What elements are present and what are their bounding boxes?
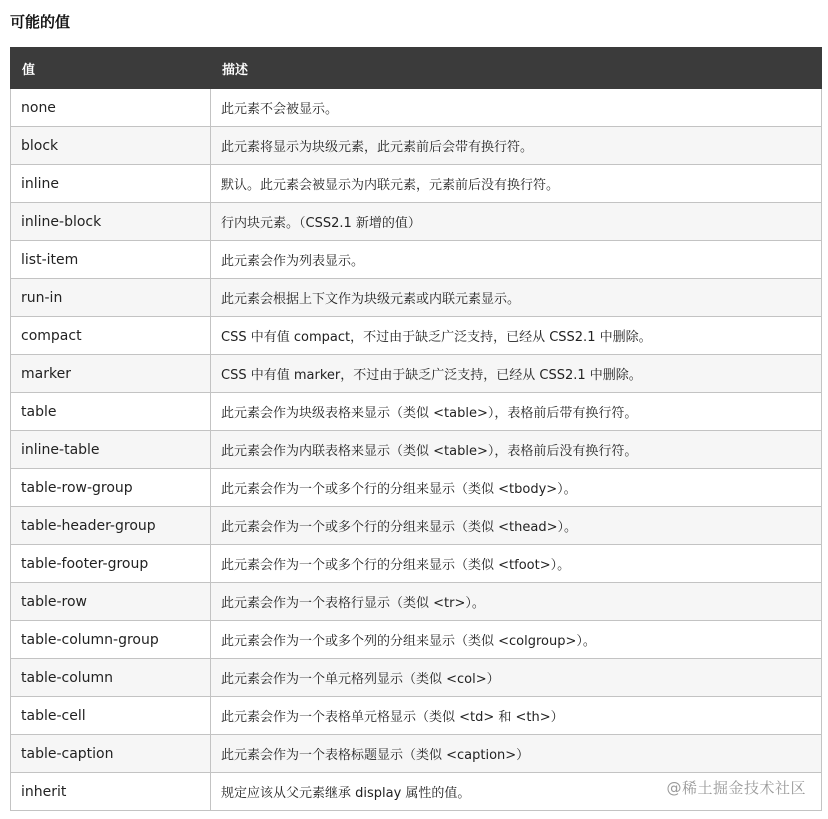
cell-description: 规定应该从父元素继承 display 属性的值。 bbox=[211, 773, 822, 811]
table-row bbox=[11, 621, 822, 659]
cell-value: inherit bbox=[11, 773, 211, 811]
watermark: @稀土掘金技术社区 bbox=[666, 779, 806, 797]
cell-value: inline bbox=[11, 165, 211, 203]
cell-description: 此元素会作为一个单元格列显示（类似 <col>） bbox=[211, 659, 822, 697]
cell-value: block bbox=[11, 127, 211, 165]
cell-description: CSS 中有值 compact，不过由于缺乏广泛支持，已经从 CSS2.1 中删除。 bbox=[211, 317, 822, 355]
cell-value: table-column bbox=[11, 659, 211, 697]
cell-value: table-cell bbox=[11, 697, 211, 735]
table-row bbox=[11, 355, 822, 393]
cell-description: CSS 中有值 marker，不过由于缺乏广泛支持，已经从 CSS2.1 中删除。 bbox=[211, 355, 822, 393]
display-values-table bbox=[10, 47, 822, 811]
column-header-description: 描述 bbox=[211, 48, 822, 89]
cell-value: inline-block bbox=[11, 203, 211, 241]
cell-value: run-in bbox=[11, 279, 211, 317]
table-row bbox=[11, 279, 822, 317]
table-row bbox=[11, 469, 822, 507]
section-title: 可能的值 bbox=[10, 13, 71, 31]
table-header-row bbox=[11, 48, 822, 89]
cell-value: table-caption bbox=[11, 735, 211, 773]
table-row bbox=[11, 697, 822, 735]
cell-description: 默认。此元素会被显示为内联元素，元素前后没有换行符。 bbox=[211, 165, 822, 203]
cell-description: 此元素会作为一个或多个行的分组来显示（类似 <thead>）。 bbox=[211, 507, 822, 545]
cell-value: none bbox=[11, 89, 211, 127]
cell-value: inline-table bbox=[11, 431, 211, 469]
table-row bbox=[11, 317, 822, 355]
cell-description: 此元素会根据上下文作为块级元素或内联元素显示。 bbox=[211, 279, 822, 317]
table-row bbox=[11, 89, 822, 127]
cell-description: 此元素将显示为块级元素，此元素前后会带有换行符。 bbox=[211, 127, 822, 165]
cell-description: 此元素会作为一个或多个列的分组来显示（类似 <colgroup>）。 bbox=[211, 621, 822, 659]
cell-description: 此元素会作为列表显示。 bbox=[211, 241, 822, 279]
table-row bbox=[11, 165, 822, 203]
cell-value: table-footer-group bbox=[11, 545, 211, 583]
table-row bbox=[11, 393, 822, 431]
table-row bbox=[11, 507, 822, 545]
cell-description: 此元素会作为一个或多个行的分组来显示（类似 <tbody>）。 bbox=[211, 469, 822, 507]
cell-value: table-row bbox=[11, 583, 211, 621]
cell-description: 此元素会作为一个或多个行的分组来显示（类似 <tfoot>）。 bbox=[211, 545, 822, 583]
cell-value: compact bbox=[11, 317, 211, 355]
table-row bbox=[11, 545, 822, 583]
cell-value: table bbox=[11, 393, 211, 431]
table-row bbox=[11, 735, 822, 773]
column-header-value: 值 bbox=[11, 48, 211, 89]
cell-description: 行内块元素。（CSS2.1 新增的值） bbox=[211, 203, 822, 241]
table-row bbox=[11, 241, 822, 279]
table-row bbox=[11, 659, 822, 697]
cell-description: 此元素会作为块级表格来显示（类似 <table>），表格前后带有换行符。 bbox=[211, 393, 822, 431]
cell-value: table-column-group bbox=[11, 621, 211, 659]
cell-value: table-row-group bbox=[11, 469, 211, 507]
cell-description: 此元素不会被显示。 bbox=[211, 89, 822, 127]
cell-value: table-header-group bbox=[11, 507, 211, 545]
table-row bbox=[11, 127, 822, 165]
cell-value: list-item bbox=[11, 241, 211, 279]
table-row bbox=[11, 431, 822, 469]
cell-description: 此元素会作为一个表格标题显示（类似 <caption>） bbox=[211, 735, 822, 773]
table-row bbox=[11, 583, 822, 621]
cell-description: 此元素会作为内联表格来显示（类似 <table>），表格前后没有换行符。 bbox=[211, 431, 822, 469]
cell-description: 此元素会作为一个表格行显示（类似 <tr>）。 bbox=[211, 583, 822, 621]
cell-value: marker bbox=[11, 355, 211, 393]
table-row bbox=[11, 203, 822, 241]
cell-description: 此元素会作为一个表格单元格显示（类似 <td> 和 <th>） bbox=[211, 697, 822, 735]
